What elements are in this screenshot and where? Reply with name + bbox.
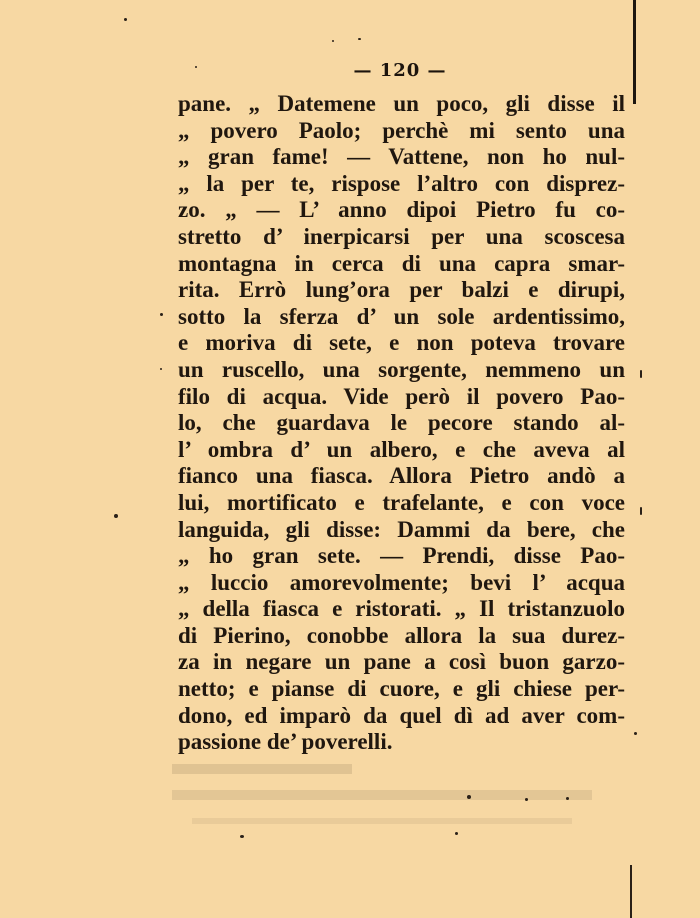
text-line: stretto d’ inerpicarsi per una scoscesa xyxy=(178,223,625,249)
text-line: „ della fiasca e ristorati. „ Il tristanzuolo xyxy=(178,596,625,622)
text-line: sotto la sferza d’ un sole ardentissimo, xyxy=(178,303,625,329)
show-through-marks xyxy=(152,758,612,848)
text-line: e moriva di sete, e non poteva trovare xyxy=(178,330,625,356)
text-line: lo, che guardava le pecore stando al- xyxy=(178,410,625,436)
text-line: „ ho gran sete. — Prendi, disse Pao- xyxy=(178,543,625,569)
speck xyxy=(160,368,162,370)
page-edge-rule xyxy=(633,0,636,104)
text-line: „ la per te, rispose l’altro con disprez- xyxy=(178,170,625,196)
text-line: rita. Errò lung’ora per balzi e dirupi, xyxy=(178,277,625,303)
text-line: languida, gli disse: Dammi da bere, che xyxy=(178,516,625,542)
text-line: montagna in cerca di una capra smar- xyxy=(178,250,625,276)
text-line: „ povero Paolo; perchè mi sento una xyxy=(178,117,625,143)
text-line: l’ ombra d’ un albero, e che aveva al xyxy=(178,436,625,462)
speck xyxy=(525,798,528,801)
speck xyxy=(160,313,163,316)
text-line: zo. „ — L’ anno dipoi Pietro fu co- xyxy=(178,197,625,223)
speck xyxy=(358,38,361,40)
text-line-last: passione de’ poverelli. xyxy=(178,729,393,755)
page-edge-rule-bottom xyxy=(630,865,632,918)
speck xyxy=(455,832,458,835)
page-number: — 120 — xyxy=(353,60,447,81)
text-line: netto; e pianse di cuore, e gli chiese per- xyxy=(178,676,625,702)
speck xyxy=(634,732,637,735)
text-line: za in negare un pane a così buon garzo- xyxy=(178,649,625,675)
text-line: dono, ed imparò da quel dì ad aver com- xyxy=(178,702,625,728)
speck xyxy=(195,66,197,68)
speck xyxy=(640,507,642,515)
speck xyxy=(124,18,127,21)
body-text xyxy=(178,91,625,756)
show-through-texture xyxy=(152,758,612,848)
speck xyxy=(566,797,569,800)
text-line: pane. „ Datemene un poco, gli disse il xyxy=(178,91,625,116)
text-line: filo di acqua. Vide però il povero Pao- xyxy=(178,383,625,409)
speck xyxy=(114,514,118,518)
speck xyxy=(240,835,244,838)
text-line: fianco una fiasca. Allora Pietro andò a xyxy=(178,463,625,489)
speck xyxy=(467,795,471,799)
text-line: „ luccio amorevolmente; bevi l’ acqua xyxy=(178,569,625,595)
text-line: di Pierino, conobbe allora la sua durez- xyxy=(178,622,625,648)
speck xyxy=(332,40,334,42)
text-line: „ gran fame! — Vattene, non ho nul- xyxy=(178,144,625,170)
speck xyxy=(640,370,642,378)
text-line: lui, mortificato e trafelante, e con voce xyxy=(178,489,625,515)
text-line: un ruscello, una sorgente, nemmeno un xyxy=(178,356,625,382)
